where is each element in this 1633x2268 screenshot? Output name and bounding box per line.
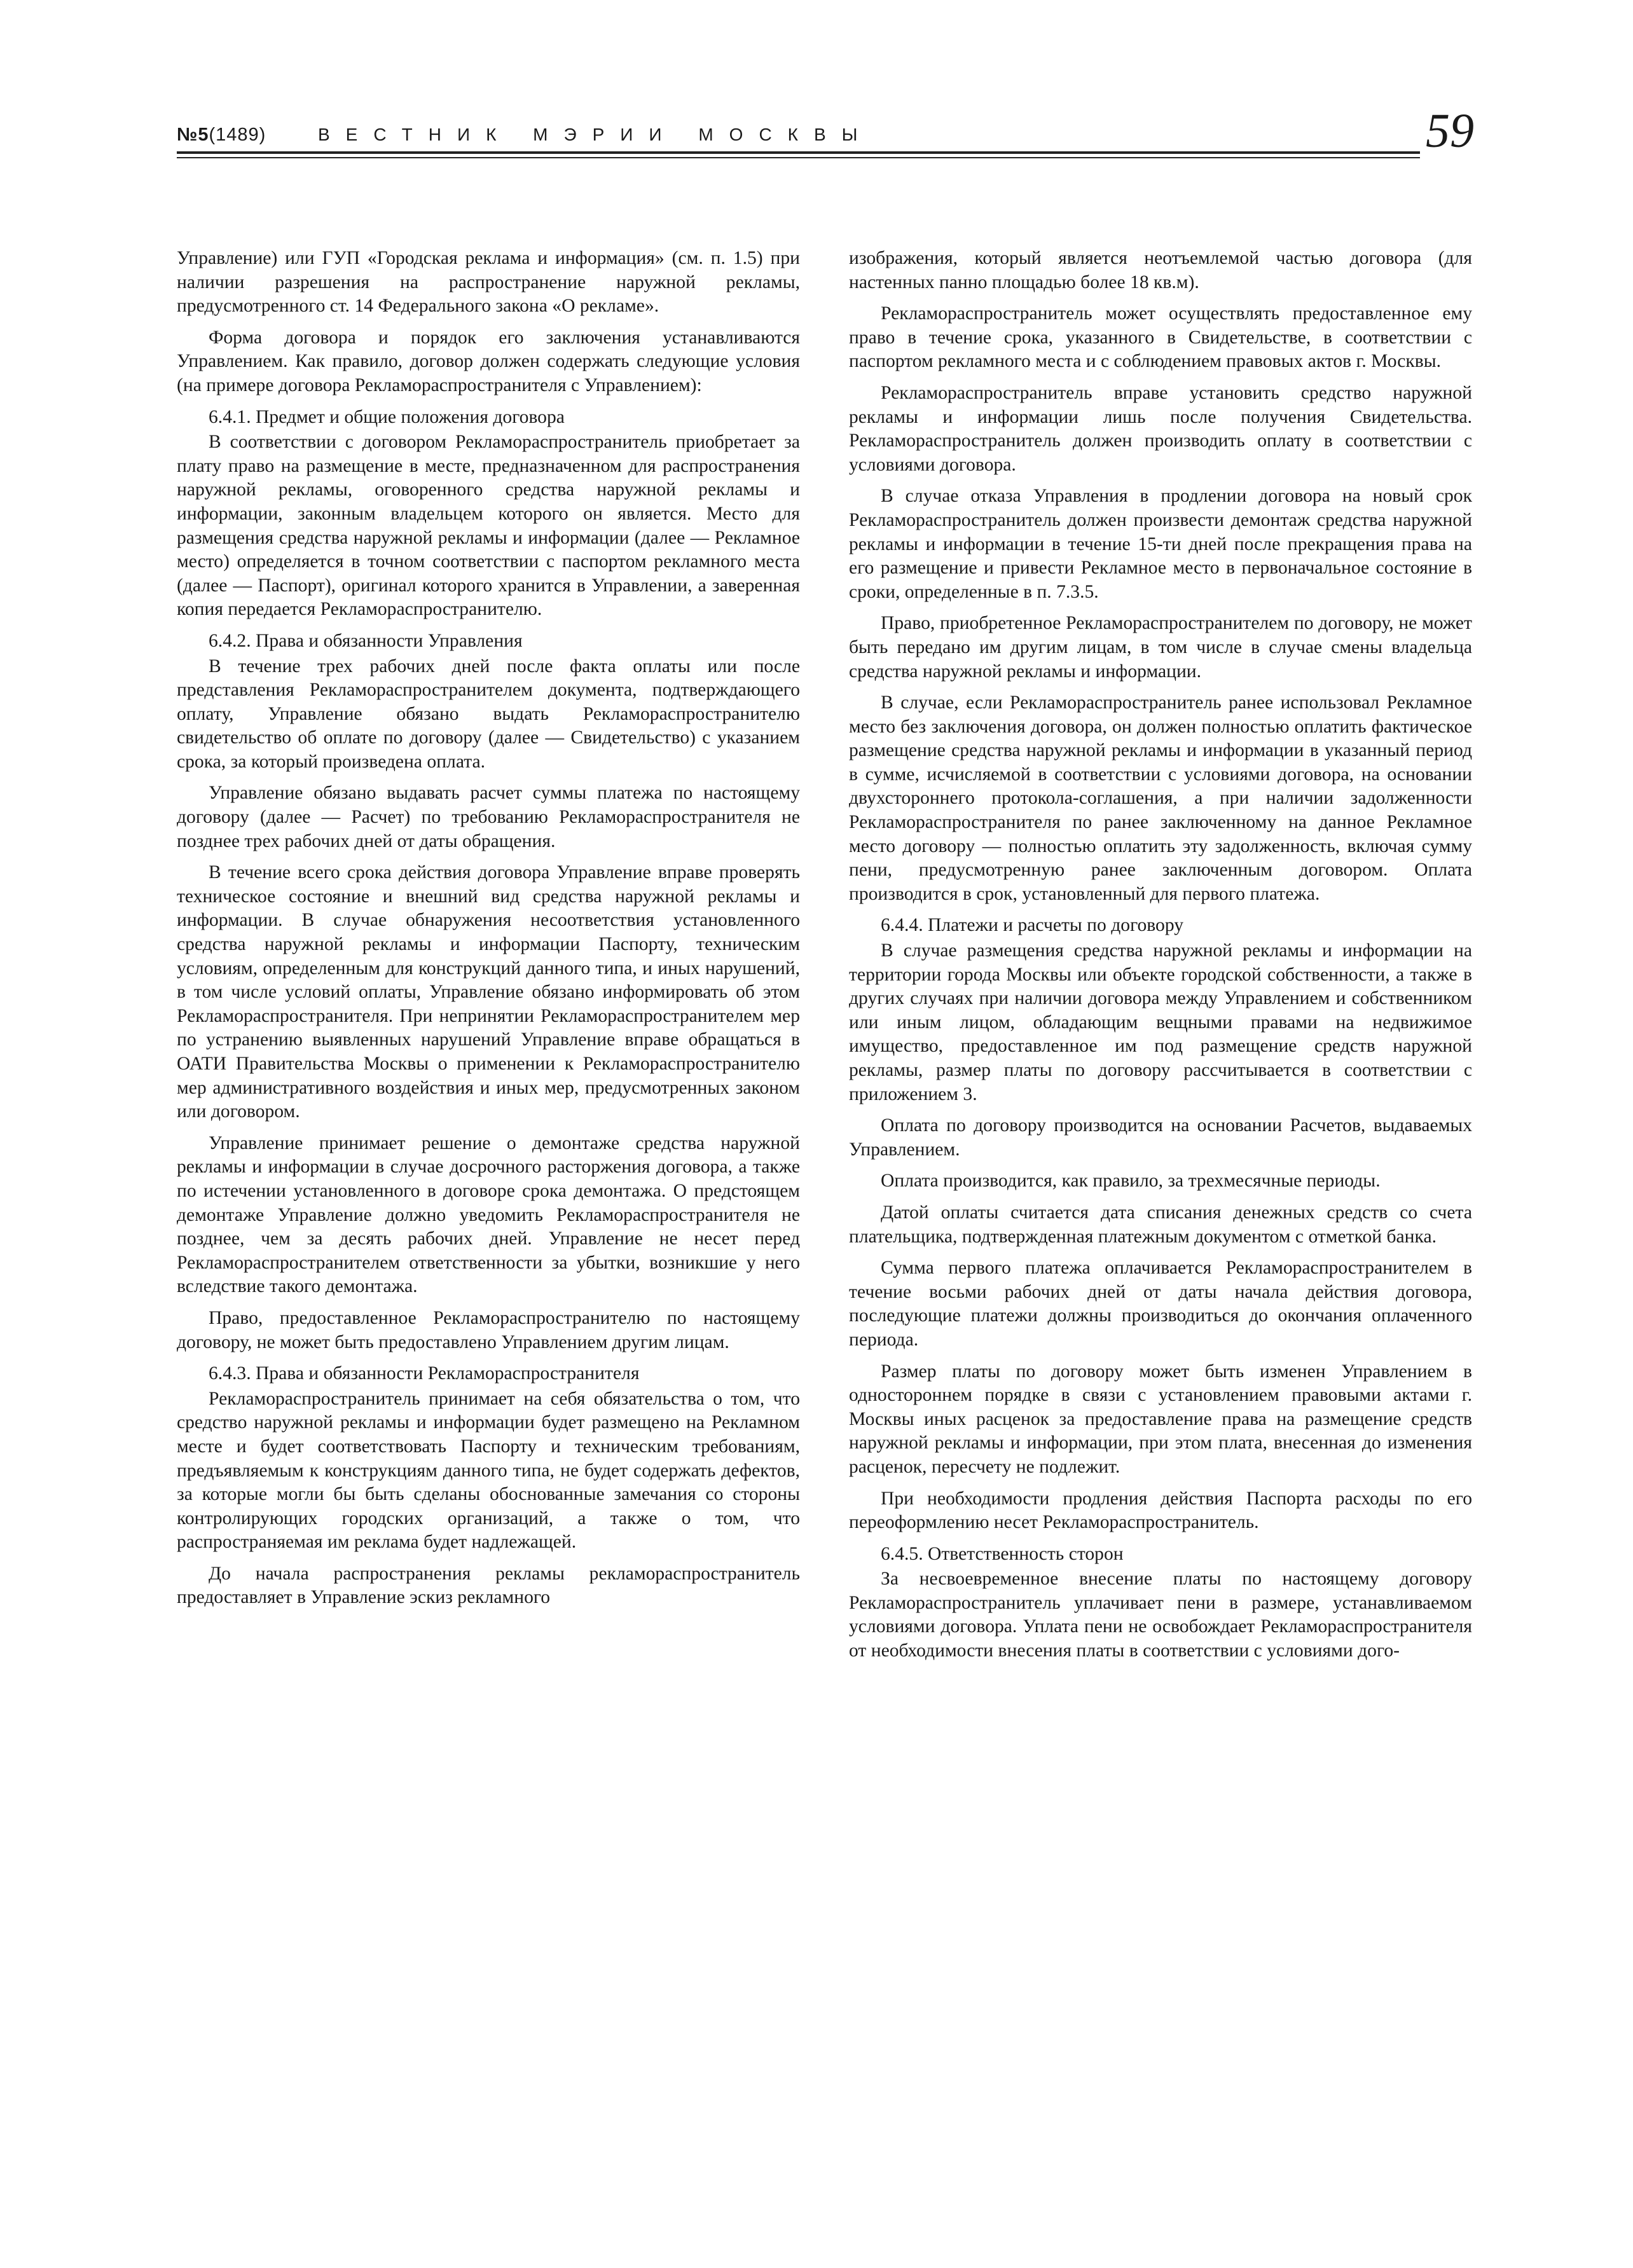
paragraph: В течение всего срока действия договора Управление вправе проверять техническое состояние и внешний вид средства наружной рекламы и информации. В случае обнаружения несоответствия установленного средства наружной рекламы и информации Паспорту, техническим условиям, определенным для конструкций данного типа, и иных нарушений, в том числе условий оплаты, Управление обязано информировать об этом Рекламораспространителя. При непринятии Рекламораспространителем мер по устранению выявленных нарушений Управление вправе обращаться в ОАТИ Правительства Москвы о применении к Рекламораспространителю мер административного воздействия и иных мер, предусмотренных законом или договором.	[177, 862, 800, 1122]
section-heading: 6.4.1. Предмет и общие положения договора	[209, 406, 565, 427]
paragraph: Датой оплаты считается дата списания денежных средств со счета плательщика, подтвержденная платежным документом с отметкой банка.	[849, 1202, 1472, 1247]
paragraph: Рекламораспространитель принимает на себя обязательства о том, что средство наружной рекламы и информации будет размещено на Рекламном месте и будет соответствовать Паспорту и техническим требованиям, предъявляемым к конструкциям данного типа, не будет содержать дефектов, за которые могли бы быть сделаны обоснованные замечания со стороны контролирующих городских организаций, а также о том, что распространяемая им реклама будет надлежащей.	[177, 1388, 800, 1553]
paragraph: Форма договора и порядок его заключения устанавливаются Управлением. Как правило, договор должен содержать следующие условия (на примере договора Рекламораспространителя с Управлением):	[177, 327, 800, 395]
publication-title: ВЕСТНИК МЭРИИ МОСКВЫ	[318, 125, 874, 144]
paragraph: Оплата производится, как правило, за трехмесячные периоды.	[881, 1171, 1381, 1192]
paragraph: В течение трех рабочих дней после факта оплаты или после представления Рекламораспространителем документа, подтверждающего оплату, Управление обязано выдать Рекламораспространителю свидетельство об оплате по договору (далее — Свидетельство) с указанием срока, за который произведена оплата.	[177, 656, 800, 772]
paragraph: За несвоевременное внесение платы по настоящему договору Рекламораспространитель уплачивает пени в размере, устанавливаемом условиями договора. Уплата пени не освобождает Рекламораспространителя от необходимости внесения платы в соответствии с условиями дого-	[849, 1569, 1472, 1661]
paragraph: Право, предоставленное Рекламораспространителю по настоящему договору, не может быть предоставлено Управлением другим лицам.	[177, 1307, 800, 1352]
page-number: 59	[1426, 104, 1474, 158]
section-heading: 6.4.5. Ответственность сторон	[881, 1543, 1124, 1564]
issue-number	[177, 125, 266, 146]
header-rule-thick	[177, 151, 1420, 154]
paragraph: Управление) или ГУП «Городская реклама и информация» (см. п. 1.5) при наличии разрешения на распространение наружной рекламы, предусмотренного ст. 14 Федерального закона «О рекламе».	[177, 248, 800, 317]
paragraph: Размер платы по договору может быть изменен Управлением в одностороннем порядке в связи с установлением правовыми актами г. Москвы иных расценок за предоставление права на размещение средств наружной рекламы и информации, при этом плата, внесенная до изменения расценок, пересчету не подлежит.	[849, 1361, 1472, 1477]
left-column	[177, 247, 800, 1618]
right-column	[849, 247, 1472, 1671]
issue-main: №5	[177, 125, 209, 145]
issue-sub: (1489)	[209, 125, 266, 145]
section-heading: 6.4.3. Права и обязанности Рекламораспространителя	[209, 1363, 640, 1384]
paragraph: В случае размещения средства наружной рекламы и информации на территории города Москвы или объекте городской собственности, а также в других случаях при наличии договора между Управлением и собственником или иным лицом, обладающим вещными правами на недвижимое имущество, предоставленное им под размещение средств наружной рекламы, размер платы по договору рассчитывается в соответствии с приложением 3.	[849, 940, 1472, 1104]
paragraph: До начала распространения рекламы рекламораспространитель предоставляет в Управление эскиз рекламного	[177, 1563, 800, 1608]
paragraph: Рекламораспространитель вправе установить средство наружной рекламы и информации лишь после получения Свидетельства. Рекламораспространитель должен производить оплату в соответствии с условиями договора.	[849, 382, 1472, 475]
paragraph: Оплата по договору производится на основании Расчетов, выдаваемых Управлением.	[849, 1115, 1472, 1160]
paragraph: В соответствии с договором Рекламораспространитель приобретает за плату право на размещение в месте, предназначенном для распространения наружной рекламы, оговоренного средства наружной рекламы и информации, законным владельцем которого он является. Место для размещения средства наружной рекламы и информации (далее — Рекламное место) определяется в точном соответствии с паспортом рекламного места (далее — Паспорт), оригинал которого хранится в Управлении, а заверенная копия передается Рекламораспространителю.	[177, 432, 800, 620]
paragraph: Управление обязано выдавать расчет суммы платежа по настоящему договору (далее — Расчет) по требованию Рекламораспространителя не позднее трех рабочих дней от даты обращения.	[177, 783, 800, 851]
paragraph: Сумма первого платежа оплачивается Рекламораспространителем в течение восьми рабочих дней от даты начала действия договора, последующие платежи должны производиться до окончания оплаченного периода.	[849, 1258, 1472, 1350]
paragraph: При необходимости продления действия Паспорта расходы по его переоформлению несет Рекламораспространитель.	[849, 1488, 1472, 1533]
page-header	[177, 104, 1474, 172]
paragraph: изображения, который является неотъемлемой частью договора (для настенных панно площадью более 18 кв.м).	[849, 248, 1472, 292]
header-rule-thin	[177, 157, 1420, 158]
paragraph: Рекламораспространитель может осуществлять предоставленное ему право в течение срока, указанного в Свидетельстве, в соответствии с паспортом рекламного места и с соблюдением правовых актов г. Москвы.	[849, 303, 1472, 372]
paragraph: Управление принимает решение о демонтаже средства наружной рекламы и информации в случае досрочного расторжения договора, а также по истечении установленного в договоре срока демонтажа. О предстоящем демонтаже Управление должно уведомить Рекламораспространителя не позднее, чем за десять рабочих дней. Управление не несет перед Рекламораспространителем ответственности за убытки, возникшие у него вследствие такого демонтажа.	[177, 1132, 800, 1297]
paragraph: Право, приобретенное Рекламораспространителем по договору, не может быть передано им другим лицам, в том числе в случае смены владельца средства наружной рекламы и информации.	[849, 613, 1472, 682]
section-heading: 6.4.4. Платежи и расчеты по договору	[881, 915, 1184, 936]
paragraph: В случае, если Рекламораспространитель ранее использовал Рекламное место без заключения договора, он должен полностью оплатить фактическое размещение средства наружной рекламы и информации в указанный период в сумме, исчисляемой в соответствии с условиями договора, на основании двухстороннего протокола-соглашения, а при наличии задолженности Рекламораспространителя по ранее заключенному на данное Рекламное место договору — полностью оплатить эту задолженность, включая сумму пени, предусмотренную ранее заключенным договором. Оплата производится в срок, установленный для первого платежа.	[849, 692, 1472, 904]
section-heading: 6.4.2. Права и обязанности Управления	[209, 630, 523, 651]
paragraph: В случае отказа Управления в продлении договора на новый срок Рекламораспространитель должен произвести демонтаж средства наружной рекламы и информации в течение 15-ти дней после прекращения права на его размещение и привести Рекламное место в первоначальное состояние в сроки, определенные в п. 7.3.5.	[849, 486, 1472, 602]
